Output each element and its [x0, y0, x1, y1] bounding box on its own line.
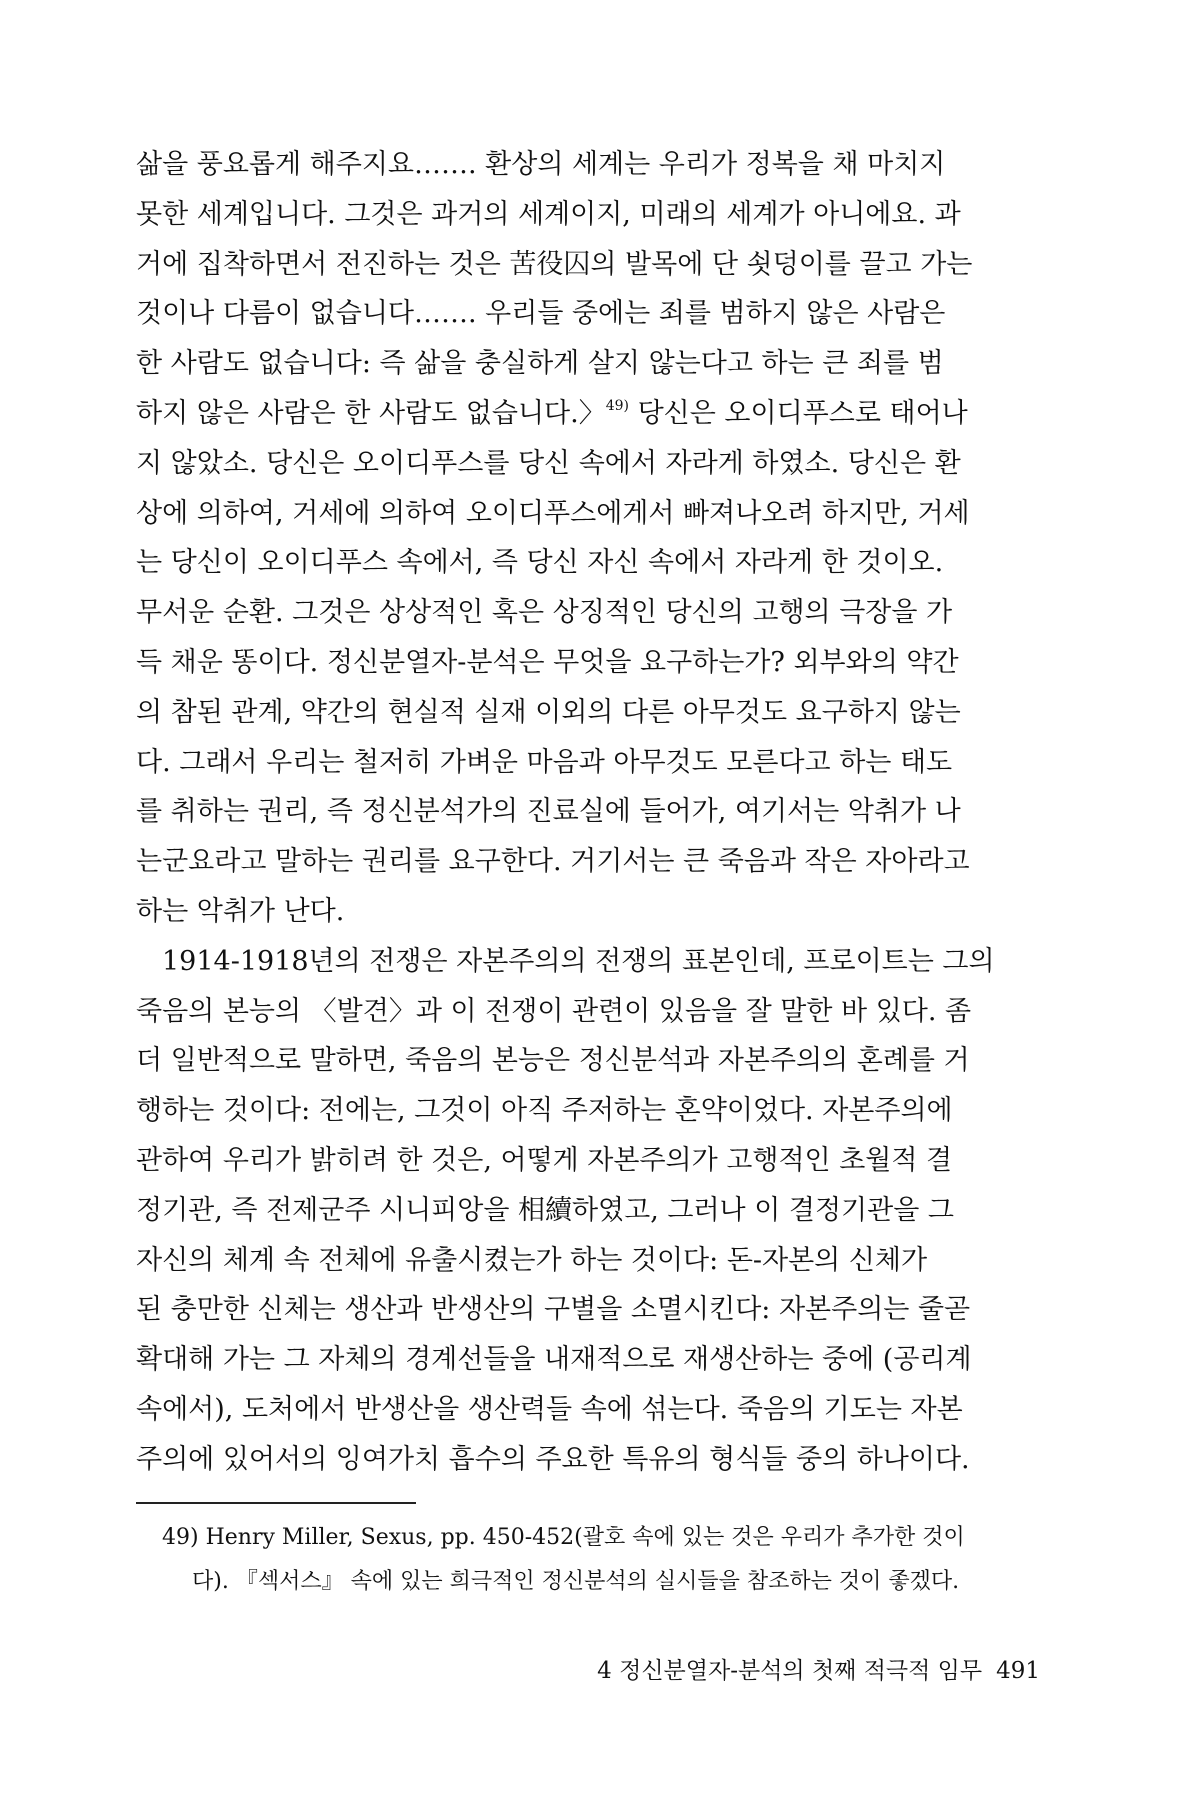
- page-body: [136, 140, 1061, 1485]
- footnote-text: Henry Miller, Sexus, pp. 450-452(괄호 속에 있는 것은 우리가 추가한 것이: [205, 1525, 965, 1550]
- text-line: 는군요라고 말하는 권리를 요구한다. 거기서는 큰 죽음과 작은 자아라고: [136, 846, 970, 878]
- footnote: [162, 1516, 1062, 1604]
- text-line: 것이나 다름이 없습니다……. 우리들 중에는 죄를 범하지 않은 사람은: [136, 298, 946, 330]
- text-segment: 하지 않은 사람은 한 사람도 없습니다.〉: [136, 397, 606, 429]
- text-line: 거에 집착하면서 전진하는 것은 苦役囚의 발목에 단 쇳덩이를 끌고 가는: [136, 248, 973, 280]
- text-line: 1914-1918년의 전쟁은 자본주의의 전쟁의 표본인데, 프로이트는 그의: [162, 945, 995, 977]
- chapter-title: 4 정신분열자-분석의 첫째 적극적 임무: [597, 1658, 983, 1684]
- text-line: 못한 세계입니다. 그것은 과거의 세계이지, 미래의 세계가 아니에요. 과: [136, 198, 961, 230]
- footnote-divider: [136, 1502, 416, 1504]
- text-line: 를 취하는 권리, 즉 정신분석가의 진료실에 들어가, 여기서는 악취가 나: [136, 796, 961, 828]
- text-line: 득 채운 똥이다. 정신분열자-분석은 무엇을 요구하는가? 외부와의 약간: [136, 646, 959, 678]
- footnote-reference[interactable]: 49): [605, 397, 630, 414]
- text-line: 삶을 풍요롭게 해주지요……. 환상의 세계는 우리가 정복을 채 마치지: [136, 149, 946, 180]
- paragraph-2: [136, 937, 1061, 1485]
- text-line: 는 당신이 오이디푸스 속에서, 즉 당신 자신 속에서 자라게 한 것이오.: [136, 547, 944, 579]
- text-line: 상에 의하여, 거세에 의하여 오이디푸스에게서 빠져나오려 하지만, 거세: [136, 497, 970, 529]
- text-line: 죽음의 본능의 〈발견〉과 이 전쟁이 관련이 있음을 잘 말한 바 있다. 좀: [136, 995, 972, 1027]
- page-number: 491: [996, 1658, 1040, 1684]
- text-line: 지 않았소. 당신은 오이디푸스를 당신 속에서 자라게 하였소. 당신은 환: [136, 447, 961, 479]
- text-segment: 당신은 오이디푸스로 태어나: [629, 397, 968, 429]
- text-line: 된 충만한 신체는 생산과 반생산의 구별을 소멸시킨다: 자본주의는 줄곧: [136, 1294, 971, 1326]
- text-line: 관하여 우리가 밝히려 한 것은, 어떻게 자본주의가 고행적인 초월적 결: [136, 1144, 953, 1176]
- text-line: 무서운 순환. 그것은 상상적인 혹은 상징적인 당신의 고행의 극장을 가: [136, 597, 953, 629]
- text-line: 주의에 있어서의 잉여가치 흡수의 주요한 특유의 형식들 중의 하나이다.: [136, 1443, 970, 1475]
- text-line: 의 참된 관계, 약간의 현실적 실재 이외의 다른 아무것도 요구하지 않는: [136, 696, 961, 728]
- text-line: 속에서), 도처에서 반생산을 생산력들 속에 섞는다. 죽음의 기도는 자본: [136, 1393, 963, 1425]
- text-line: 확대해 가는 그 자체의 경계선들을 내재적으로 재생산하는 중에 (공리계: [136, 1344, 972, 1376]
- running-footer: [597, 1652, 1040, 1685]
- text-line: 더 일반적으로 말하면, 죽음의 본능은 정신분석과 자본주의의 혼례를 거: [136, 1045, 970, 1077]
- text-line: 하는 악취가 난다.: [136, 895, 345, 927]
- footnote-line: 다). 『섹서스』 속에 있는 희극적인 정신분석의 실시들을 참조하는 것이 좋겠다.: [192, 1569, 960, 1594]
- paragraph-1: [136, 140, 1061, 937]
- text-line: 정기관, 즉 전제군주 시니피앙을 相續하였고, 그러나 이 결정기관을 그: [136, 1194, 954, 1226]
- text-line: 한 사람도 없습니다: 즉 삶을 충실하게 살지 않는다고 하는 큰 죄를 범: [136, 348, 944, 380]
- footnote-marker: 49): [162, 1525, 199, 1550]
- text-line: 자신의 체계 속 전체에 유출시켰는가 하는 것이다: 돈-자본의 신체가: [136, 1244, 928, 1276]
- footnote-line: [162, 1516, 1062, 1560]
- text-line: 다. 그래서 우리는 철저히 가벼운 마음과 아무것도 모른다고 하는 태도: [136, 746, 953, 778]
- text-line-with-footnote: [136, 389, 1061, 439]
- text-line: 행하는 것이다: 전에는, 그것이 아직 주저하는 혼약이었다. 자본주의에: [136, 1095, 953, 1127]
